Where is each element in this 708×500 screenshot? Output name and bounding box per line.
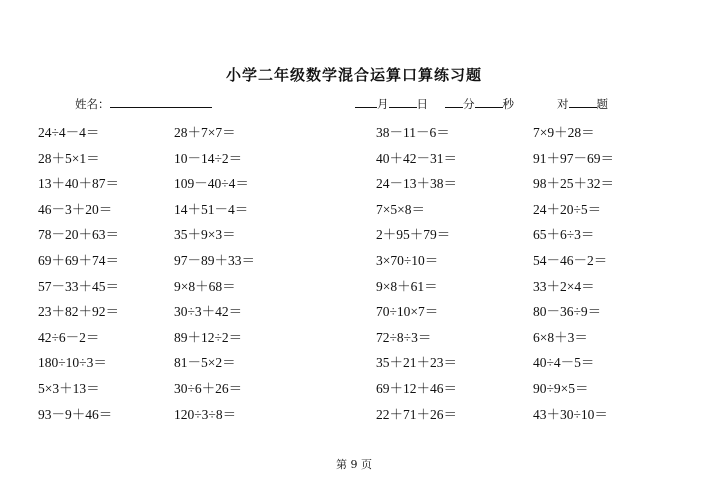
correct-label: 对 (557, 97, 569, 111)
problem-item: 13＋40＋87＝ (38, 176, 119, 192)
minute-blank[interactable] (445, 96, 463, 108)
problem-item: 72÷8÷3＝ (376, 329, 432, 345)
problem-item: 43＋30÷10＝ (533, 406, 608, 422)
name-label: 姓名： (75, 97, 110, 111)
page-number: 第 9 页 (336, 458, 372, 471)
problem-item: 46－3＋20＝ (38, 201, 113, 217)
second-blank[interactable] (475, 96, 503, 108)
problem-item: 2＋95＋79＝ (376, 227, 451, 243)
problem-item: 7×5×8＝ (376, 201, 425, 217)
date-field (355, 96, 428, 112)
minute-label: 分 (463, 97, 475, 111)
problem-item: 93－9＋46＝ (38, 406, 113, 422)
problem-item: 28＋7×7＝ (174, 125, 236, 140)
time-field (445, 96, 514, 112)
problem-item: 109－40÷4＝ (174, 176, 249, 192)
problem-item: 90÷9×5＝ (533, 381, 589, 396)
problem-item: 10－14÷2＝ (174, 150, 243, 166)
name-field (75, 96, 212, 112)
problem-item: 14＋51－4＝ (174, 201, 249, 217)
score-field (557, 96, 608, 112)
problem-item: 54－46－2＝ (533, 253, 608, 268)
problem-item: 24＋20÷5＝ (533, 201, 602, 217)
problem-item: 91＋97－69＝ (533, 150, 614, 166)
problem-item: 89＋12÷2＝ (174, 329, 243, 345)
problem-item: 35＋9×3＝ (174, 227, 236, 243)
problem-item: 97－89＋33＝ (174, 253, 255, 268)
problem-item: 5×3＋13＝ (38, 381, 100, 396)
problem-item: 23＋82＋92＝ (38, 304, 119, 320)
problem-item: 6×8＋3＝ (533, 329, 588, 345)
problem-item: 65＋6÷3＝ (533, 227, 595, 243)
problem-item: 70÷10×7＝ (376, 304, 439, 320)
problem-item: 180÷10÷3＝ (38, 355, 107, 371)
problem-item: 24－13＋38＝ (376, 176, 457, 192)
problem-item: 120÷3÷8＝ (174, 406, 237, 422)
problem-item: 98＋25＋32＝ (533, 176, 614, 192)
problem-item: 69＋69＋74＝ (38, 253, 119, 268)
problem-item: 9×8＋61＝ (376, 278, 438, 294)
problem-item: 57－33＋45＝ (38, 278, 119, 294)
problem-item: 28＋5×1＝ (38, 150, 100, 166)
problem-item: 81－5×2＝ (174, 355, 236, 371)
problem-item: 40÷4－5＝ (533, 355, 595, 371)
day-blank[interactable] (389, 96, 417, 108)
problem-item: 80－36÷9＝ (533, 304, 602, 320)
problem-item: 30÷6＋26＝ (174, 381, 243, 396)
problem-item: 35＋21＋23＝ (376, 355, 457, 371)
name-blank[interactable] (110, 96, 212, 108)
problem-item: 38－11－6＝ (376, 125, 450, 140)
problem-item: 40＋42－31＝ (376, 150, 457, 166)
problem-item: 24÷4－4＝ (38, 125, 100, 140)
correct-blank[interactable] (569, 96, 597, 108)
problem-item: 33＋2×4＝ (533, 278, 595, 294)
second-label: 秒 (502, 97, 514, 111)
problem-item: 22＋71＋26＝ (376, 406, 457, 422)
page-title: 小学二年级数学混合运算口算练习题 (225, 66, 482, 84)
problem-item: 7×9＋28＝ (533, 125, 595, 140)
question-label: 题 (596, 97, 608, 111)
day-label: 日 (416, 97, 428, 111)
month-blank[interactable] (355, 96, 377, 108)
month-label: 月 (377, 97, 389, 111)
problem-item: 3×70÷10＝ (376, 253, 439, 268)
problem-item: 9×8＋68＝ (174, 278, 236, 294)
problem-item: 42÷6－2＝ (38, 329, 100, 345)
problem-item: 69＋12＋46＝ (376, 381, 457, 396)
problem-item: 30÷3＋42＝ (174, 304, 243, 320)
problem-item: 78－20＋63＝ (38, 227, 119, 243)
